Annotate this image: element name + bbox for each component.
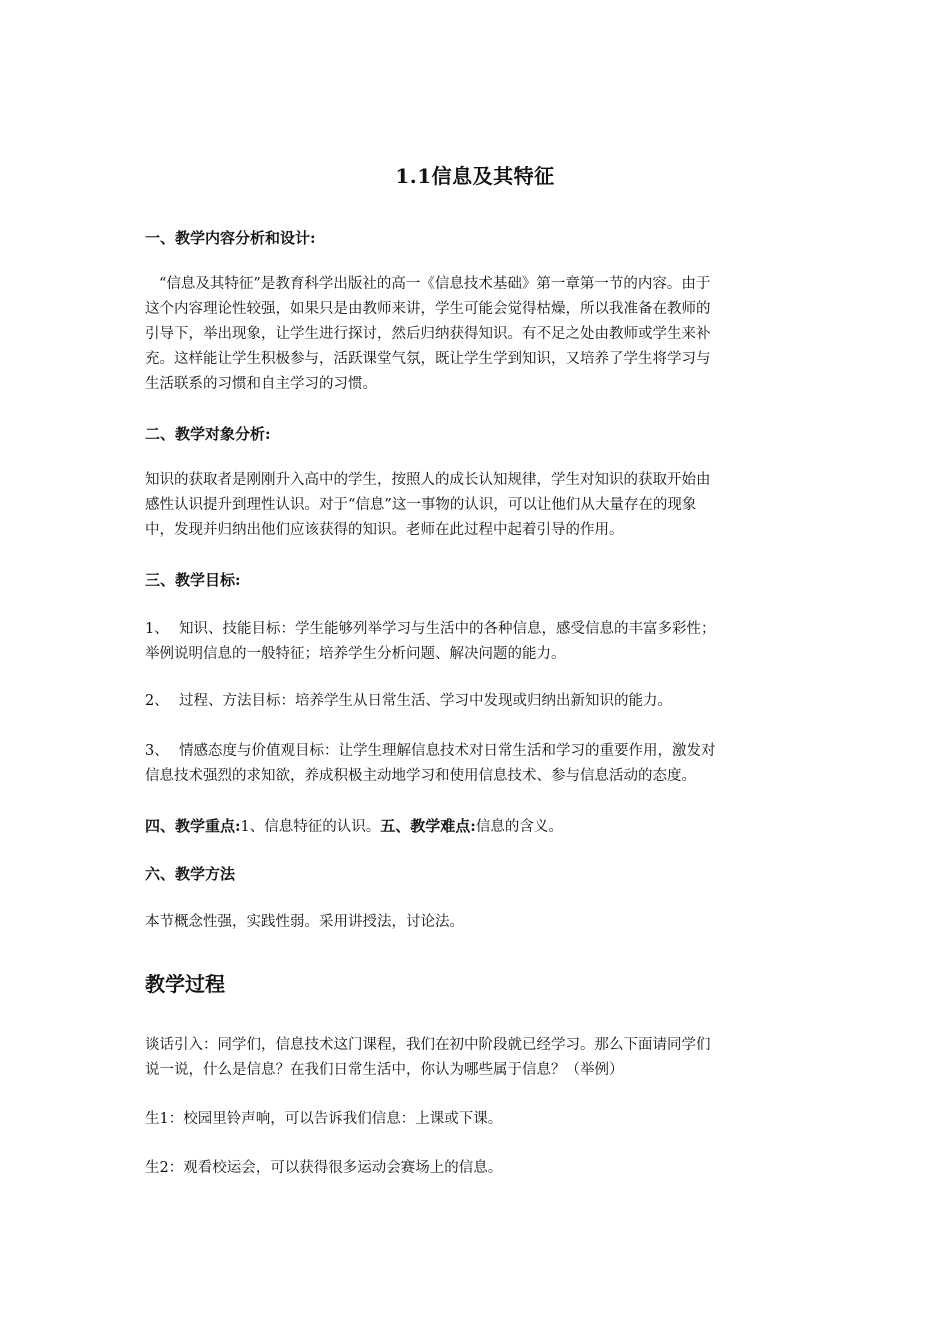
section-heading-audience-analysis: 二、教学对象分析:	[145, 425, 271, 443]
goal-item-2	[145, 689, 815, 714]
section-heading-teaching-method: 六、教学方法	[145, 865, 236, 883]
goal-text: 情感态度与价值观目标：让学生理解信息技术对日常生活和学习的重要作用，激发对	[179, 743, 716, 759]
section-heading-teaching-goals: 三、教学目标:	[145, 571, 241, 589]
goal-text: 知识、技能目标：学生能够列举学习与生活中的各种信息，感受信息的丰富多彩性；	[179, 621, 716, 637]
paragraph-line: 知识的获取者是刚刚升入高中的学生，按照人的成长认知规律，学生对知识的获取开始由	[145, 472, 711, 488]
paragraph-line: 谈话引入：同学们，信息技术这门课程，我们在初中阶段就已经学习。那么下面请同学们	[145, 1037, 711, 1053]
audience-analysis-paragraph	[145, 468, 810, 543]
difficulties-text: 信息的含义。	[475, 819, 563, 835]
paragraph-line: 生活联系的习惯和自主学习的习惯。	[145, 376, 377, 392]
process-intro-paragraph	[145, 1033, 810, 1083]
paragraph-line: 中，发现并归纳出他们应该获得的知识。老师在此过程中起着引导的作用。	[145, 522, 624, 538]
key-points-text: 1、信息特征的认识。	[240, 819, 381, 835]
paragraph-line: 充。这样能让学生积极参与，活跃课堂气氛，既让学生学到知识，又培养了学生将学习与	[145, 351, 711, 367]
student-answer-2: 生2：观看校运会，可以获得很多运动会赛场上的信息。	[145, 1160, 503, 1176]
paragraph-line: 这个内容理论性较强，如果只是由教师来讲，学生可能会觉得枯燥，所以我准备在教师的	[145, 301, 711, 317]
goal-text: 举例说明信息的一般特征；培养学生分析问题、解决问题的能力。	[145, 646, 566, 662]
paragraph-line: “信息及其特征”是教育科学出版社的高一《信息技术基础》第一章第一节的内容。由于	[159, 276, 711, 292]
section-heading-key-points: 四、教学重点:	[145, 817, 241, 835]
section-heading-content-analysis: 一、教学内容分析和设计:	[145, 229, 316, 247]
student-answer-1: 生1：校园里铃声响，可以告诉我们信息：上课或下课。	[145, 1111, 503, 1127]
goal-item-1	[145, 617, 815, 667]
goal-number: 2、	[145, 693, 169, 709]
paragraph-line: 说一说，什么是信息？在我们日常生活中，你认为哪些属于信息？（举例）	[145, 1062, 624, 1078]
goal-number: 1、	[145, 621, 169, 637]
goal-text: 信息技术强烈的求知欲，养成积极主动地学习和使用信息技术、参与信息活动的态度。	[145, 768, 696, 784]
goal-number: 3、	[145, 743, 169, 759]
paragraph-line: 引导下，举出现象，让学生进行探讨，然后归纳获得知识。有不足之处由教师或学生来补	[145, 326, 711, 342]
goal-item-3	[145, 739, 815, 789]
key-points-line	[145, 814, 810, 840]
section-heading-teaching-process: 教学过程	[145, 972, 225, 996]
section-heading-difficulties: 五、教学难点:	[380, 817, 476, 835]
teaching-method-text: 本节概念性强，实践性弱。采用讲授法，讨论法。	[145, 914, 464, 930]
document-title: 1.1信息及其特征	[395, 164, 555, 188]
goal-text: 过程、方法目标：培养学生从日常生活、学习中发现或归纳出新知识的能力。	[179, 693, 672, 709]
paragraph-line: 感性认识提升到理性认识。对于“信息”这一事物的认识，可以让他们从大量存在的现象	[145, 497, 697, 513]
content-analysis-paragraph	[145, 272, 810, 397]
